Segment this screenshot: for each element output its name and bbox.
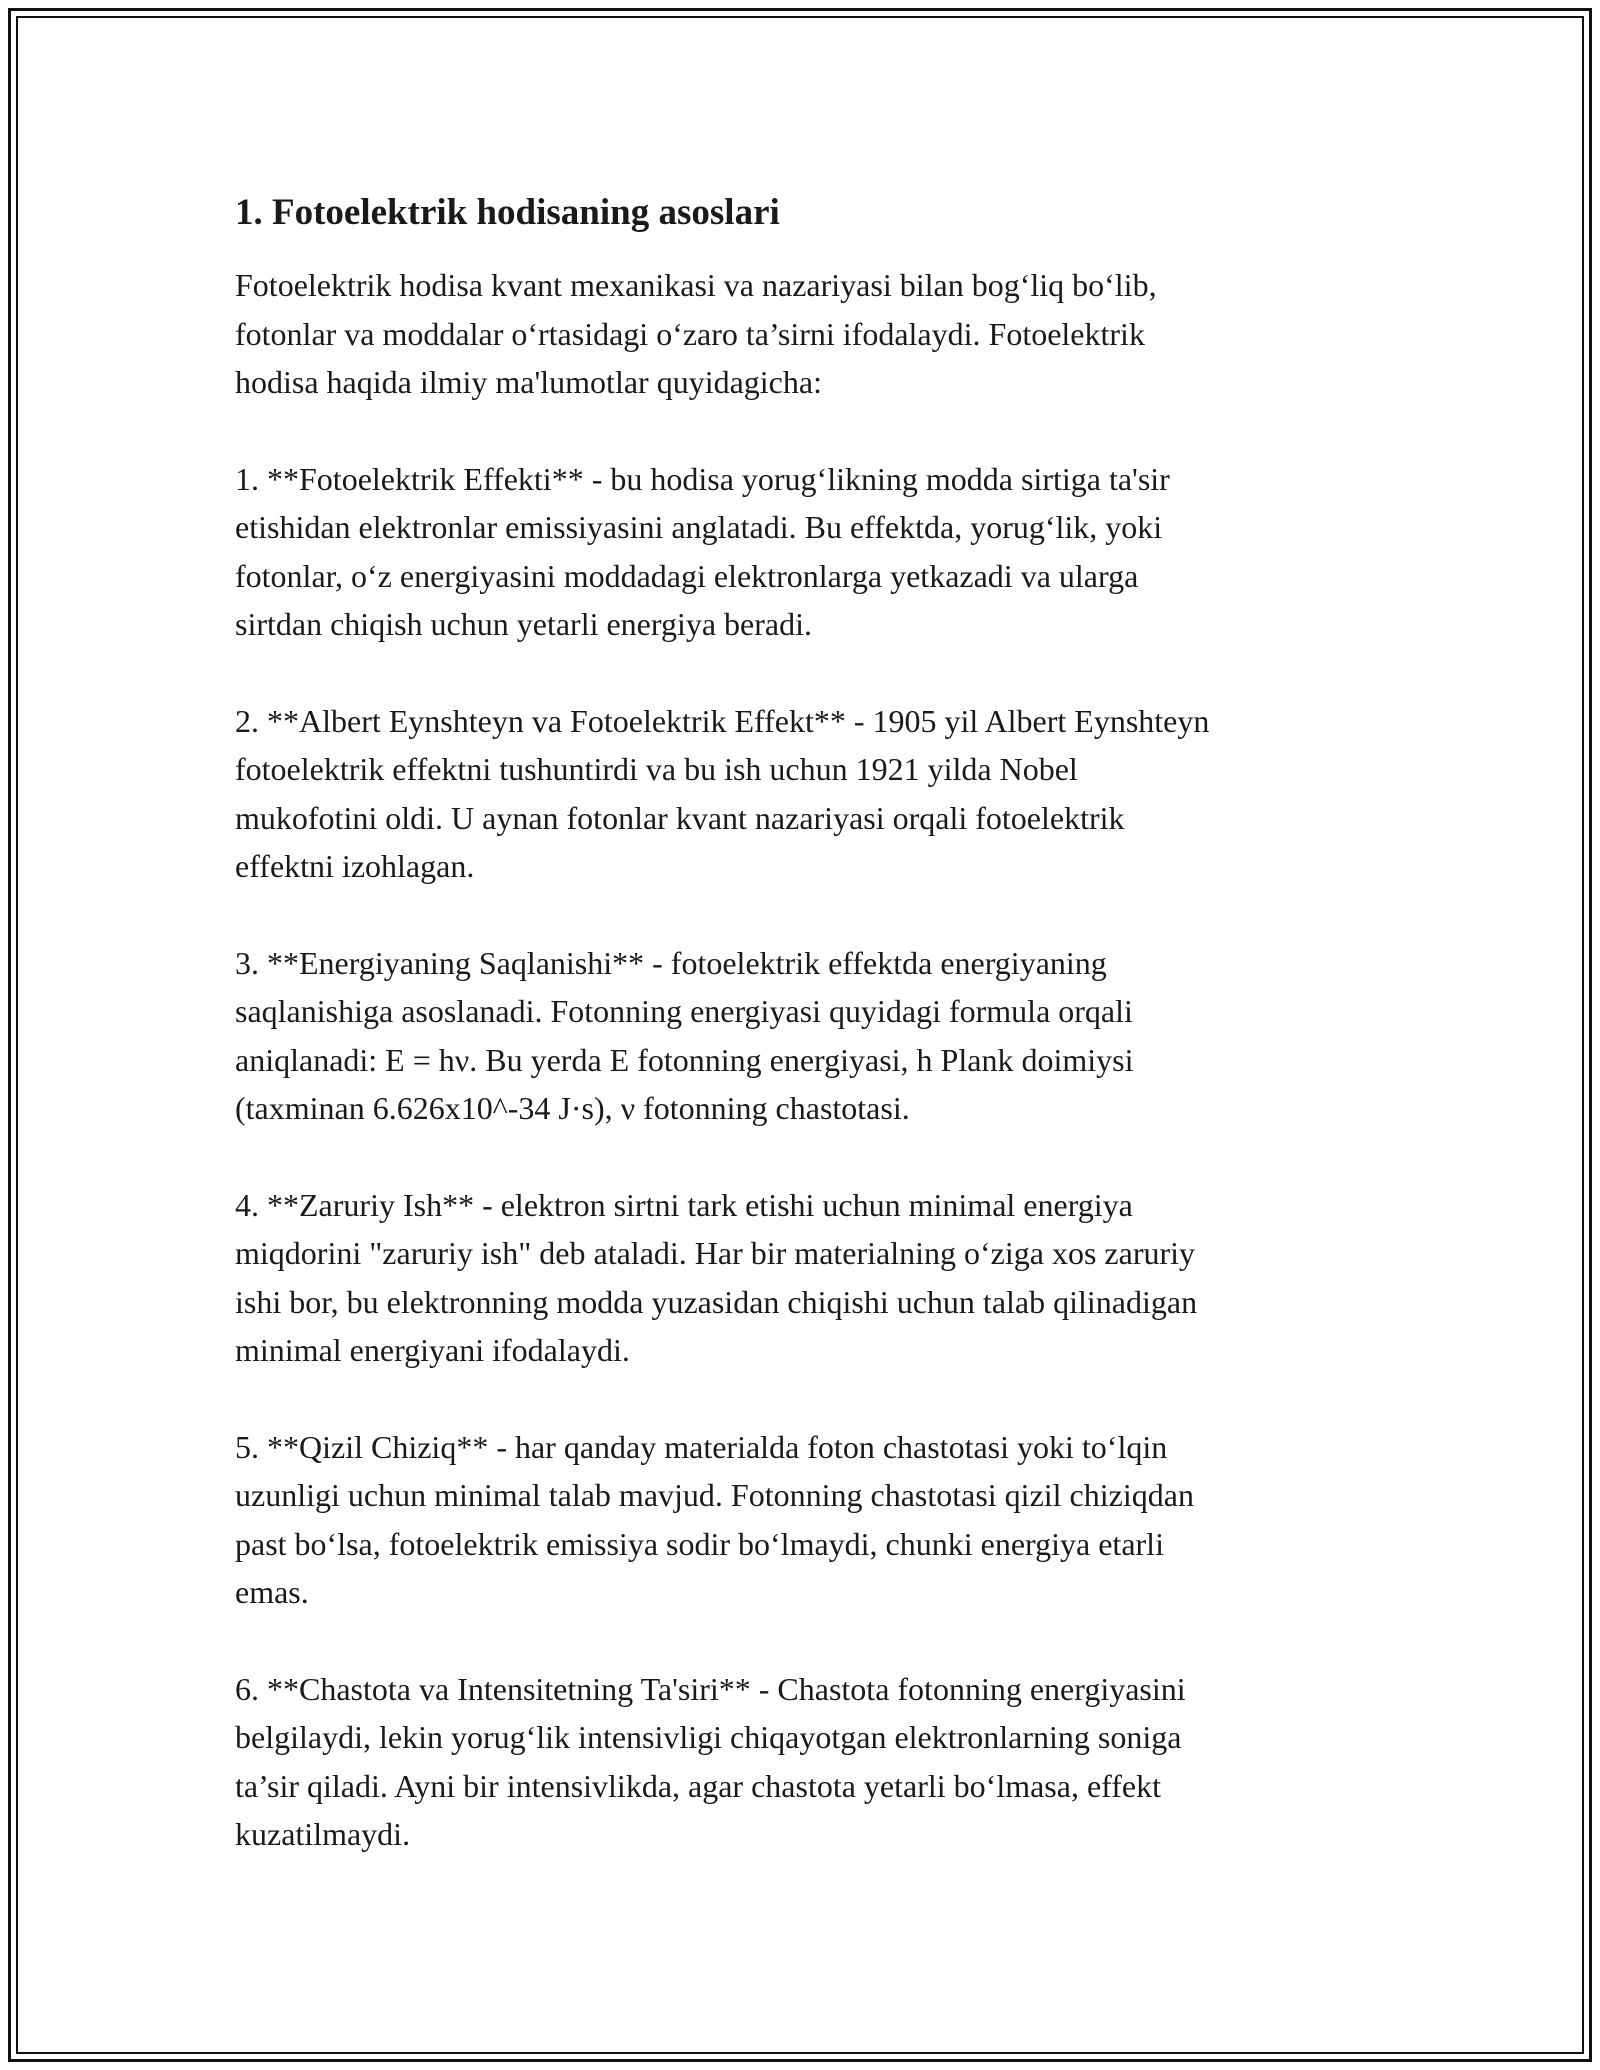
list-item-zaruriy-ish: 4. **Zaruriy Ish** - elektron sirtni tark etishi uchun minimal energiya miqdorini "zaruriy ish" deb ataladi. Har bir materialning o‘ziga xos zaruriy ishi bor, bu elektronning modda yuzasidan chiqishi uchun talab qilinadigan minimal energiyani ifodalaydi. <box>235 1186 1198 1368</box>
intro-paragraph: Fotoelektrik hodisa kvant mexanikasi va nazariyasi bilan bog‘liq bo‘lib, fotonlar va moddalar o‘rtasidagi o‘zaro ta’sirni ifodalaydi. Fotoelektrik hodisa haqida ilmiy ma'lumotlar quyidagicha: <box>235 267 1157 400</box>
section-heading: 1. Fotoelektrik hodisaning asoslari <box>235 192 780 233</box>
list-item-fotoelektrik-effekti: 1. **Fotoelektrik Effekti** - bu hodisa yorug‘likning modda sirtiga ta'sir etishidan elektronlar emissiyasini anglatadi. Bu effektda, yorug‘lik, yoki fotonlar, o‘z energiyasini moddadagi elektronlarga yetkazadi va ularga sirtdan chiqish uchun yetarli energiya beradi. <box>235 460 1170 642</box>
list-item-energiyaning-saqlanishi: 3. **Energiyaning Saqlanishi** - fotoelektrik effektda energiyaning saqlanishiga asoslanadi. Fotonning energiyasi quyidagi formula orqali aniqlanadi: E = hν. Bu yerda E fotonning energiyasi, h Plank doimiysi (taxminan 6.626x10^-34 J·s), ν fotonning chastotasi. <box>235 944 1134 1126</box>
list-item-albert-eynshteyn: 2. **Albert Eynshteyn va Fotoelektrik Effekt** - 1905 yil Albert Eynshteyn fotoelektrik effektni tushuntirdi va bu ish uchun 1921 yilda Nobel mukofotini oldi. U aynan fotonlar kvant nazariyasi orqali fotoelektrik effektni izohlagan. <box>235 702 1210 884</box>
list-item-qizil-chiziq: 5. **Qizil Chiziq** - har qanday materialda foton chastotasi yoki to‘lqin uzunligi uchun minimal talab mavjud. Fotonning chastotasi qizil chiziqdan past bo‘lsa, fotoelektrik emissiya sodir bo‘lmaydi, chunki energiya etarli emas. <box>235 1428 1194 1610</box>
document-body <box>235 185 1385 1907</box>
list-item-chastota-intensitet: 6. **Chastota va Intensitetning Ta'siri** - Chastota fotonning energiyasini belgilaydi, lekin yorug‘lik intensivligi chiqayotgan elektronlarning soniga ta’sir qiladi. Ayni bir intensivlikda, agar chastota yetarli bo‘lmasa, effekt kuzatilmaydi. <box>235 1670 1186 1852</box>
